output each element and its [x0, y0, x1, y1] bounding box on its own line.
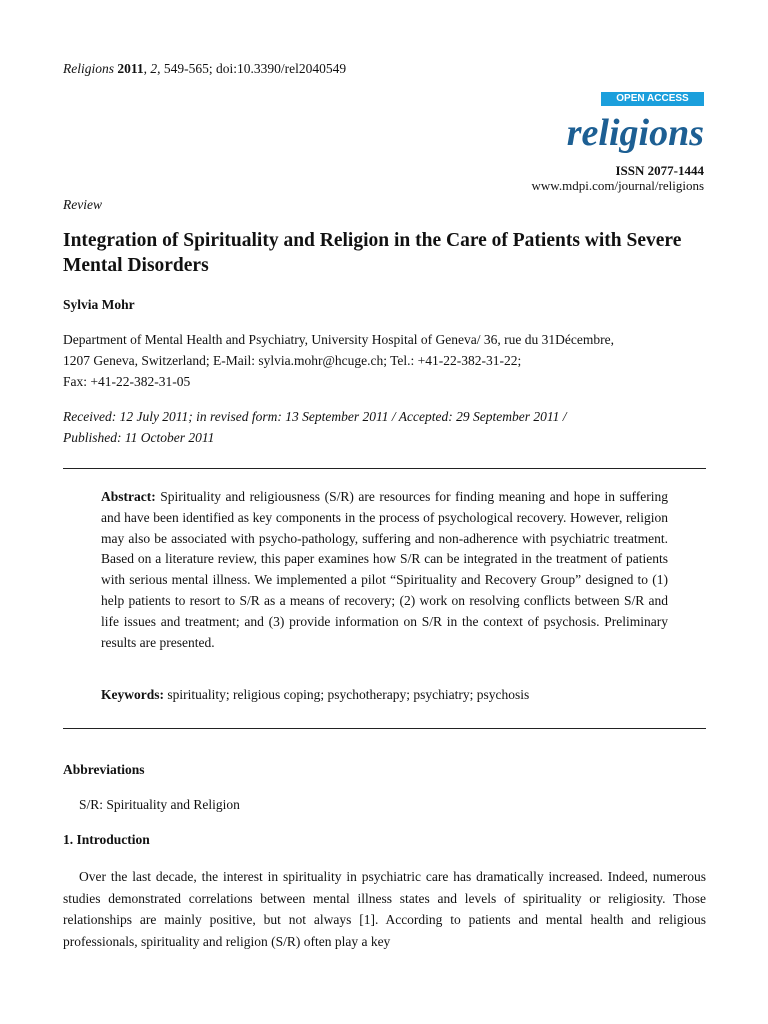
keywords-label: Keywords: [101, 687, 164, 702]
abstract-text: Spirituality and religiousness (S/R) are resources for finding meaning and hope in suffering and have been identified as key components in the process of psychological recovery. However, religion may also be associated with psycho-pathology, suffering and non-adherence with psychiatric treatment. Based on a literature review, this paper examines how S/R can be integrated in the treatment of patients with serious mental illness. We implemented a pilot “Spirituality and Recovery Group” designed to (1) help patients to resort to S/R as a means of recovery; (2) work on resolving conflicts between S/R and life issues and treatment; and (3) provide information on S/R in the context of psychosis. Preliminary results are presented. [101, 489, 669, 650]
dates-line: Published: 11 October 2011 [63, 430, 215, 445]
affiliation-line: Department of Mental Health and Psychiatry, University Hospital of Geneva/ 36, rue du 31Décembre, [63, 332, 614, 347]
citation-rest: , 549-565; doi:10.3390/rel2040549 [157, 61, 347, 76]
dates-line: Received: 12 July 2011; in revised form: 13 September 2011 / Accepted: 29 September 2011 / [63, 409, 567, 424]
open-access-badge: OPEN ACCESS [601, 92, 704, 106]
issn: ISSN 2077-1444 [615, 163, 704, 178]
article-type: Review [63, 197, 102, 212]
abbreviations-heading: Abbreviations [63, 762, 145, 777]
affiliation-line: Fax: +41-22-382-31-05 [63, 374, 191, 389]
abbreviation-item: S/R: Spirituality and Religion [79, 797, 240, 812]
citation-line: Religions 2011, 2, 549-565; doi:10.3390/rel2040549 [63, 61, 347, 76]
keywords-text: spirituality; religious coping; psychotherapy; psychiatry; psychosis [167, 687, 530, 702]
section-heading: 1. Introduction [63, 832, 150, 847]
affiliation-line: 1207 Geneva, Switzerland; E-Mail: sylvia.mohr@hcuge.ch; Tel.: +41-22-382-31-22; [63, 353, 522, 368]
citation-journal: Religions [63, 61, 114, 76]
divider [63, 468, 706, 469]
introduction-paragraph: Over the last decade, the interest in spirituality in psychiatric care has dramatically increased. Indeed, numerous studies demonstrated correlations between mental illness states and levels of spirituality or religiosity. Those relationships are mainly positive, but not always [1]. According to patients and mental health and religious professionals, spirituality and religion (S/R) often play a key [63, 869, 706, 949]
abstract-label: Abstract: [101, 489, 156, 504]
citation-year: 2011 [117, 61, 144, 76]
abstract [101, 487, 668, 653]
article-title: Integration of Spirituality and Religion in the Care of Patients with Severe Mental Disorders [63, 230, 682, 276]
journal-url[interactable]: www.mdpi.com/journal/religions [531, 178, 704, 193]
citation-volume: 2 [150, 61, 158, 76]
divider [63, 728, 706, 729]
journal-title: religions [566, 112, 704, 154]
keywords [101, 687, 701, 703]
author-name: Sylvia Mohr [63, 297, 135, 312]
